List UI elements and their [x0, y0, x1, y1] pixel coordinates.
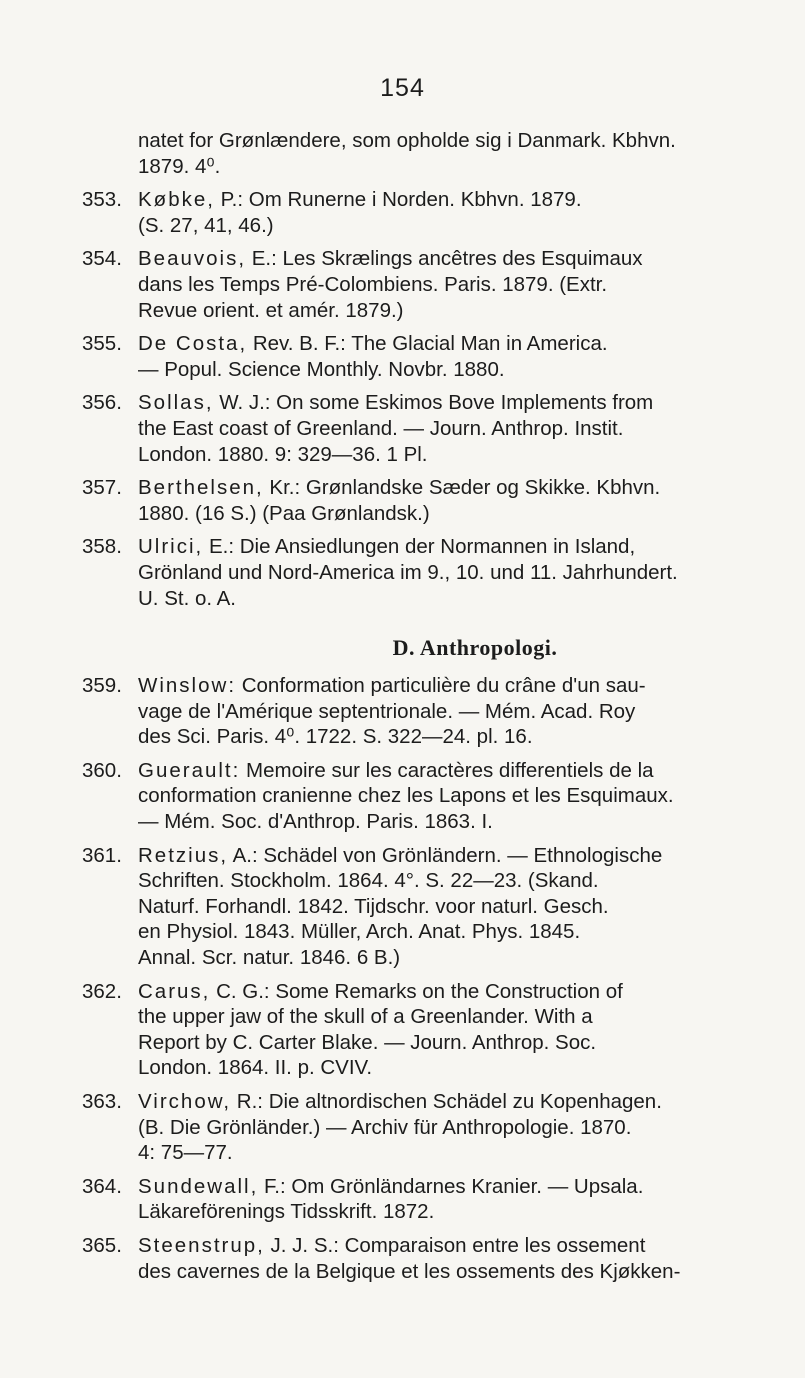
- entry-line: vage de l'Amérique septentrionale. — Mém. Acad. Roy: [138, 699, 636, 723]
- entry-number: 356.: [82, 391, 122, 415]
- entry-line: en Physiol. 1843. Müller, Arch. Anat. Phys. 1845.: [138, 920, 581, 944]
- entry-line: — Popul. Science Monthly. Novbr. 1880.: [138, 357, 505, 381]
- bibliography-list: [82, 128, 772, 1284]
- entry-author: Beauvois,: [138, 247, 247, 271]
- bibliography-entry: [82, 673, 772, 750]
- entry-line: Annal. Scr. natur. 1846. 6 B.): [138, 946, 401, 970]
- bibliography-entry: [82, 246, 772, 323]
- bibliography-entry: [82, 758, 772, 835]
- bibliography-entry: [82, 1089, 772, 1166]
- entry-number: 364.: [82, 1174, 122, 1198]
- bibliography-entry: [82, 390, 772, 467]
- entry-line: (S. 27, 41, 46.): [138, 213, 274, 237]
- entry-line: Steenstrup, J. J. S.: Comparaison entre les ossement: [138, 1233, 646, 1257]
- entry-number: 362.: [82, 979, 122, 1003]
- entry-line: Sollas, W. J.: On some Eskimos Bove Implements from: [138, 391, 654, 415]
- entry-line: Report by C. Carter Blake. — Journ. Anthrop. Soc.: [138, 1030, 597, 1054]
- entry-line: Virchow, R.: Die altnordischen Schädel zu Kopenhagen.: [138, 1090, 662, 1113]
- entry-number: 354.: [82, 247, 122, 271]
- entry-number: 365.: [82, 1233, 122, 1257]
- entry-number: 359.: [82, 674, 122, 698]
- entry-number: 363.: [82, 1090, 122, 1113]
- entry-line: Sundewall, F.: Om Grönländarnes Kranier. — Upsala.: [138, 1174, 644, 1198]
- entry-line: natet for Grønlændere, som opholde sig i Danmark. Kbhvn.: [138, 129, 676, 152]
- bibliography-entry: [82, 534, 772, 611]
- entry-line: the East coast of Greenland. — Journ. Anthrop. Instit.: [138, 416, 624, 440]
- entry-author: Guerault:: [138, 758, 241, 782]
- entry-number: 355.: [82, 332, 122, 356]
- entry-number: 361.: [82, 843, 122, 867]
- entry-line: 1879. 4⁰.: [138, 154, 221, 178]
- entry-number: 360.: [82, 758, 122, 782]
- entry-number: 358.: [82, 535, 122, 559]
- entry-author: Berthelsen,: [138, 476, 264, 500]
- entry-line: Naturf. Forhandl. 1842. Tijdschr. voor naturl. Gesch.: [138, 894, 609, 918]
- bibliography-entry: [82, 331, 772, 382]
- entry-author: Retzius,: [138, 843, 229, 867]
- entry-line: De Costa, Rev. B. F.: The Glacial Man in America.: [138, 332, 608, 356]
- entry-author: Sollas,: [138, 391, 214, 415]
- entry-line: Ulrici, E.: Die Ansiedlungen der Normannen in Island,: [138, 535, 636, 559]
- entry-author: Virchow,: [138, 1090, 232, 1113]
- entry-line: — Mém. Soc. d'Anthrop. Paris. 1863. I.: [138, 810, 493, 834]
- entry-line: Købke, P.: Om Runerne i Norden. Kbhvn. 1879.: [138, 188, 582, 212]
- entry-line: Läkareförenings Tidsskrift. 1872.: [138, 1200, 435, 1224]
- bibliography-entry: [82, 187, 772, 238]
- entry-line: Berthelsen, Kr.: Grønlandske Sæder og Skikke. Kbhvn.: [138, 476, 661, 500]
- entry-line: 4: 75—77.: [138, 1141, 233, 1165]
- entry-author: De Costa,: [138, 332, 248, 356]
- entry-line: (B. Die Grönländer.) — Archiv für Anthropologie. 1870.: [138, 1115, 632, 1139]
- entry-line: London. 1880. 9: 329—36. 1 Pl.: [138, 442, 428, 466]
- section-heading: D. Anthropologi.: [392, 635, 558, 661]
- entry-line: Beauvois, E.: Les Skrælings ancêtres des Esquimaux: [138, 247, 643, 271]
- entry-line: Revue orient. et amér. 1879.): [138, 298, 404, 322]
- entry-line: Carus, C. G.: Some Remarks on the Construction of: [138, 979, 623, 1003]
- bibliography-entry: [82, 475, 772, 526]
- bibliography-entry: [82, 843, 772, 971]
- entry-line: Winslow: Conformation particulière du crâne d'un sau-: [138, 674, 646, 698]
- entry-line: Grönland und Nord-America im 9., 10. und 11. Jahrhundert.: [138, 560, 678, 584]
- entry-author: Steenstrup,: [138, 1233, 265, 1257]
- entry-line: the upper jaw of the skull of a Greenlander. With a: [138, 1005, 593, 1029]
- page-number: 154: [380, 74, 425, 102]
- entry-line: Retzius, A.: Schädel von Grönländern. — Ethnologische: [138, 843, 663, 867]
- entry-line: Guerault: Memoire sur les caractères differentiels de la: [138, 758, 654, 782]
- entry-line: des Sci. Paris. 4⁰. 1722. S. 322—24. pl. 16.: [138, 725, 533, 749]
- entry-line: dans les Temps Pré-Colombiens. Paris. 1879. (Extr.: [138, 272, 608, 296]
- entry-number: 353.: [82, 188, 122, 212]
- entry-line: Schriften. Stockholm. 1864. 4°. S. 22—23. (Skand.: [138, 869, 599, 893]
- entry-author: Winslow:: [138, 674, 237, 698]
- entry-number: 357.: [82, 476, 122, 500]
- entry-author: Carus,: [138, 979, 211, 1003]
- entry-author: Købke,: [138, 188, 215, 212]
- bibliography-entry: [82, 1233, 772, 1284]
- continuation-entry: [82, 128, 772, 179]
- entry-line: U. St. o. A.: [138, 586, 236, 610]
- entry-line: des cavernes de la Belgique et les ossements des Kjøkken-: [138, 1259, 681, 1283]
- entry-line: conformation cranienne chez les Lapons et les Esquimaux.: [138, 784, 674, 808]
- entry-line: 1880. (16 S.) (Paa Grønlandsk.): [138, 501, 430, 525]
- entry-author: Ulrici,: [138, 535, 204, 559]
- entry-author: Sundewall,: [138, 1174, 259, 1198]
- entry-line: London. 1864. II. p. CVIV.: [138, 1056, 373, 1080]
- bibliography-entry: [82, 1174, 772, 1225]
- bibliography-entry: [82, 979, 772, 1081]
